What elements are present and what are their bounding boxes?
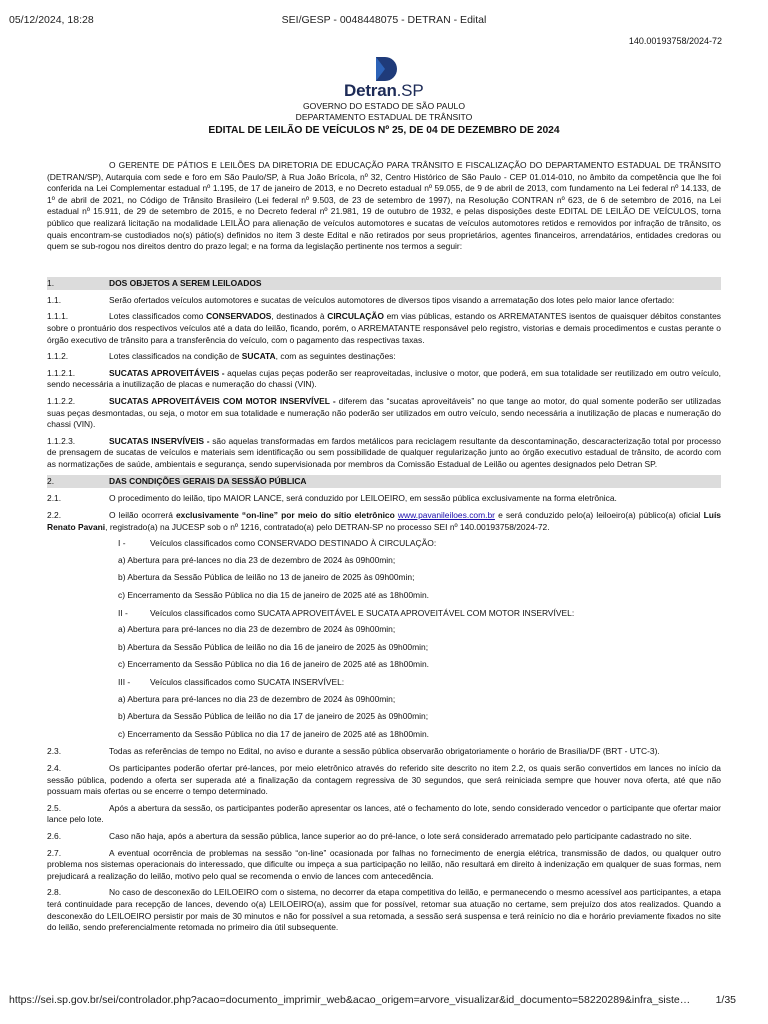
clause-2-1: 2.1. O procedimento do leilão, tipo MAIOR LANCE, será conduzido por LEILOEIRO, em sessão pública exclusivamente na forma eletrônica.	[47, 493, 617, 504]
logo-wordmark-bold: Detran	[344, 81, 397, 100]
gov-line-department: DEPARTAMENTO ESTADUAL DE TRÂNSITO	[295, 111, 473, 122]
schedule-item: a) Abertura para pré-lances no dia 23 de dezembro de 2024 às 09h00min;	[118, 624, 396, 635]
schedule-item: a) Abertura para pré-lances no dia 23 de dezembro de 2024 às 09h00min;	[118, 693, 396, 704]
schedule-group-label: I - Veículos classificados como CONSERVADO DESTINADO À CIRCULAÇÃO:	[118, 538, 437, 549]
schedule-item: b) Abertura da Sessão Pública de leilão no 13 de janeiro de 2025 às 09h00min;	[118, 572, 415, 583]
auction-site-link[interactable]: www.pavanileiloes.com.br	[397, 510, 495, 521]
section-1-heading: 1. DOS OBJETOS A SEREM LEILOADOS	[47, 277, 721, 290]
section-2-heading: 2. DAS CONDIÇÕES GERAIS DA SESSÃO PÚBLICA	[47, 475, 721, 488]
schedule-item: b) Abertura da Sessão Pública de leilão no dia 16 de janeiro de 2025 às 09h00min;	[118, 641, 429, 652]
clause-2-3: 2.3. Todas as referências de tempo no Edital, no aviso e durante a sessão pública observarão obrigatoriamente o horário de Brasília/DF (BRT - UTC-3).	[47, 746, 660, 757]
clause-2-7: 2.7. A eventual ocorrência de problemas na sessão “on-line” ocasionada por falhas no fornecimento de energia elétrica, transmissão de dados, ou qualquer outro problema nos sistemas operacionais do interessado, que dificulte ou impeça a sua participação no leilão, não resultará em direito à indenização em qualquer de suas formas, nem prejudicará a realização do leilão, motivo pelo qual se recomenda o envio de lances com antecedência.	[47, 847, 721, 881]
schedule-item: a) Abertura para pré-lances no dia 23 de dezembro de 2024 às 09h00min;	[118, 554, 396, 565]
schedule-group-label: III - Veículos classificados como SUCATA INSERVÍVEL:	[118, 677, 345, 687]
clause-1-1-2-2: 1.1.2.2. SUCATAS APROVEITÁVEIS COM MOTOR INSERVÍVEL - diferem das “sucatas aproveitáveis” no que tange ao motor, do qual somente poderão ser utilizadas suas peças desmontadas, ou seja, o motor em sua totalidade e numeração não poderão ser utilizados em outro veículo, sendo necessária a inutilização de placas e numeração do chassi (VIN).	[47, 395, 721, 430]
schedule-item: b) Abertura da Sessão Pública de leilão no dia 17 de janeiro de 2025 às 09h00min;	[118, 711, 429, 722]
print-datetime: 05/12/2024, 18:28	[9, 14, 94, 26]
logo-wordmark	[344, 81, 423, 101]
logo-wordmark-sp: .SP	[396, 81, 424, 100]
government-heading	[0, 101, 768, 122]
clause-1-1-1: 1.1.1. Lotes classificados como CONSERVADOS, destinados à CIRCULAÇÃO em vias públicas, estando os ARREMATANTES isentos de quaisquer débitos constantes sobre o prontuário dos respectivos veículos até a data do leilão, ficando, porém, o ARREMATANTE responsável pelo registro, vistorias e demais procedimentos e custas perante o órgão executivo de trânsito para a transferência do veículo, com o pagamento das respectivas taxas.	[47, 311, 721, 345]
document-body	[47, 160, 721, 939]
schedule-group-label: II - Veículos classificados como SUCATA APROVEITÁVEL E SUCATA APROVEITÁVEL COM MOTOR INSERVÍVEL:	[118, 607, 575, 618]
schedule-item: c) Encerramento da Sessão Pública no dia 15 de janeiro de 2025 até as 18h00min.	[118, 590, 429, 601]
clause-1-1: 1.1. Serão ofertados veículos automotores e sucatas de veículos automotores de diversos tipos visando a arrematação dos lotes pelo maior lance ofertado:	[47, 294, 675, 305]
clause-2-4: 2.4. Os participantes poderão ofertar pré-lances, por meio eletrônico através do referido site descrito no item 2.2, os quais serão convertidos em lances no início da sessão pública, podendo a oferta ser superada até a finalização da contagem regressiva de 30 segundos, que será reiniciada sempre que houver nova oferta, até que não possuam mais ofertas ou se encerre o tempo determinado.	[47, 762, 721, 797]
clause-2-2: 2.2. O leilão ocorrerá exclusivamente “on-line” por meio do sítio eletrônico www.pavanileiloes.com.br e será conduzido pelo(a) leiloeiro(a) público(a) oficial Luís Renato Pavani, registrado(a) na JUCESP sob o nº 1216, contratado(a) pelo DETRAN-SP no processo SEI nº 140.00193758/2024-72.	[47, 510, 721, 532]
clause-2-6: 2.6. Caso não haja, após a abertura da sessão pública, lance superior ao do pré-lance, o lote será considerado arrematado pelo participante cadastrado no site.	[47, 830, 692, 841]
clause-1-1-2: 1.1.2. Lotes classificados na condição de SUCATA, com as seguintes destinações:	[47, 351, 396, 362]
schedule-item: c) Encerramento da Sessão Pública no dia 17 de janeiro de 2025 até as 18h00min.	[118, 728, 429, 739]
intro-paragraph: O GERENTE DE PÁTIOS E LEILÕES DA DIRETORIA DE EDUCAÇÃO PARA TRÂNSITO E FISCALIZAÇÃO DO DEPARTAMENTO ESTADUAL DE TRÂNSITO (DETRAN/SP), Autarquia com sede e foro em São Paulo/SP, à Rua João Brícola, nº 32, Centro Histórico de São Paulo - CEP 01.014-010, no âmbito da competência que lhe foi conferida na Lei Complementar estadual nº 1.195, de 17 de janeiro de 2013, e no Decreto estadual nº 59.055, de 9 de abril de 2013, com fundamento na Lei federal nº 14.133, de 1º de abril de 2021, no Código de Trânsito Brasileiro (Lei federal nº 9.503, de 23 de setembro de 1997), na Resolução CONTRAN nº 623, de 6 de setembro de 2016, na Lei estadual nº 15.911, de 29 de setembro de 2015, e no Decreto federal nº 21.981, 19 de outubro de 1932, e pelas disposições deste EDITAL DE LEILÃO DE VEÍCULOS, torna público que realizará licitação na modalidade LEILÃO para alienação de veículos automotores e sucatas de veículos automotores retidos e removidos por infração de trânsito, os quais encontram-se custodiados no(s) pátio(s) definidos no item 3 deste Edital e não retirados por seus proprietários, agentes financeiros, arrendatários, entidades credoras ou quem se sub-rogou nos direitos dentro do prazo legal; e na forma da legislação pertinente nos termos a seguir:	[47, 160, 721, 252]
schedule-group-1	[47, 538, 721, 601]
clause-1-1-2-1: 1.1.2.1. SUCATAS APROVEITÁVEIS - aquelas cujas peças poderão ser reaproveitadas, inclusive o motor, que poderá, em sua totalidade ser reutilizado em outro veículo, sendo necessária a inutilização de placas e numeração do chassi (VIN).	[47, 367, 721, 390]
document-title: EDITAL DE LEILÃO DE VEÍCULOS Nº 25, DE 04 DE DEZEMBRO DE 2024	[208, 125, 560, 136]
gov-line-state: GOVERNO DO ESTADO DE SÃO PAULO	[302, 101, 466, 111]
schedule-group-3	[47, 677, 721, 740]
detran-emblem-icon	[372, 55, 400, 83]
print-url: https://sei.sp.gov.br/sei/controlador.php?acao=documento_imprimir_web&acao_origem=arvore_visualizar&id_documento=58220289&infra_siste…	[9, 994, 691, 1006]
print-page-count: 1/35	[715, 994, 736, 1006]
schedule-item: c) Encerramento da Sessão Pública no dia 16 de janeiro de 2025 até as 18h00min.	[118, 659, 429, 670]
process-number: 140.00193758/2024-72	[628, 36, 722, 46]
detran-logo	[0, 55, 768, 99]
clause-1-1-2-3: 1.1.2.3. SUCATAS INSERVÍVEIS - são aquelas transformadas em fardos metálicos para reciclagem resultante da descontaminação, descaracterização total por processo de prensagem de sucatas de veículos e materiais sem identificação ou sem possibilidade de qualquer regularização junto ao órgão executivo estadual de trânsito, de acordo com as normatizações de saúde, ambientais e segurança, sendo supervisionada por membros da Comissão Estadual de Leilão ou agentes designados pelo Detran SP.	[47, 435, 721, 469]
schedule-group-2	[47, 608, 721, 671]
clause-2-5: 2.5. Após a abertura da sessão, os participantes poderão apresentar os lances, até o fechamento do lote, sendo considerado vencedor o participante que ofertar maior lance pelo lote.	[47, 802, 721, 825]
print-page-title: SEI/GESP - 0048448075 - DETRAN - Edital	[281, 14, 487, 26]
clause-2-8: 2.8. No caso de desconexão do LEILOEIRO com o sistema, no decorrer da etapa competitiva do leilão, e permanecendo o mesmo acessível aos participantes, a etapa terá continuidade para recepção de lances, devendo o(a) LEILOEIRO(a), assim que for possível, retomar sua atuação no certame, sem prejuízo dos atos realizados. Quando a desconexão do LEILOEIRO persistir por mais de 30 minutos e não for possível a sua retomada, a sessão será suspensa e terá reinício no dia e horário previamente fixados no site do leilão, sendo preferencialmente retomada no primeiro dia útil subsequente.	[47, 887, 721, 933]
